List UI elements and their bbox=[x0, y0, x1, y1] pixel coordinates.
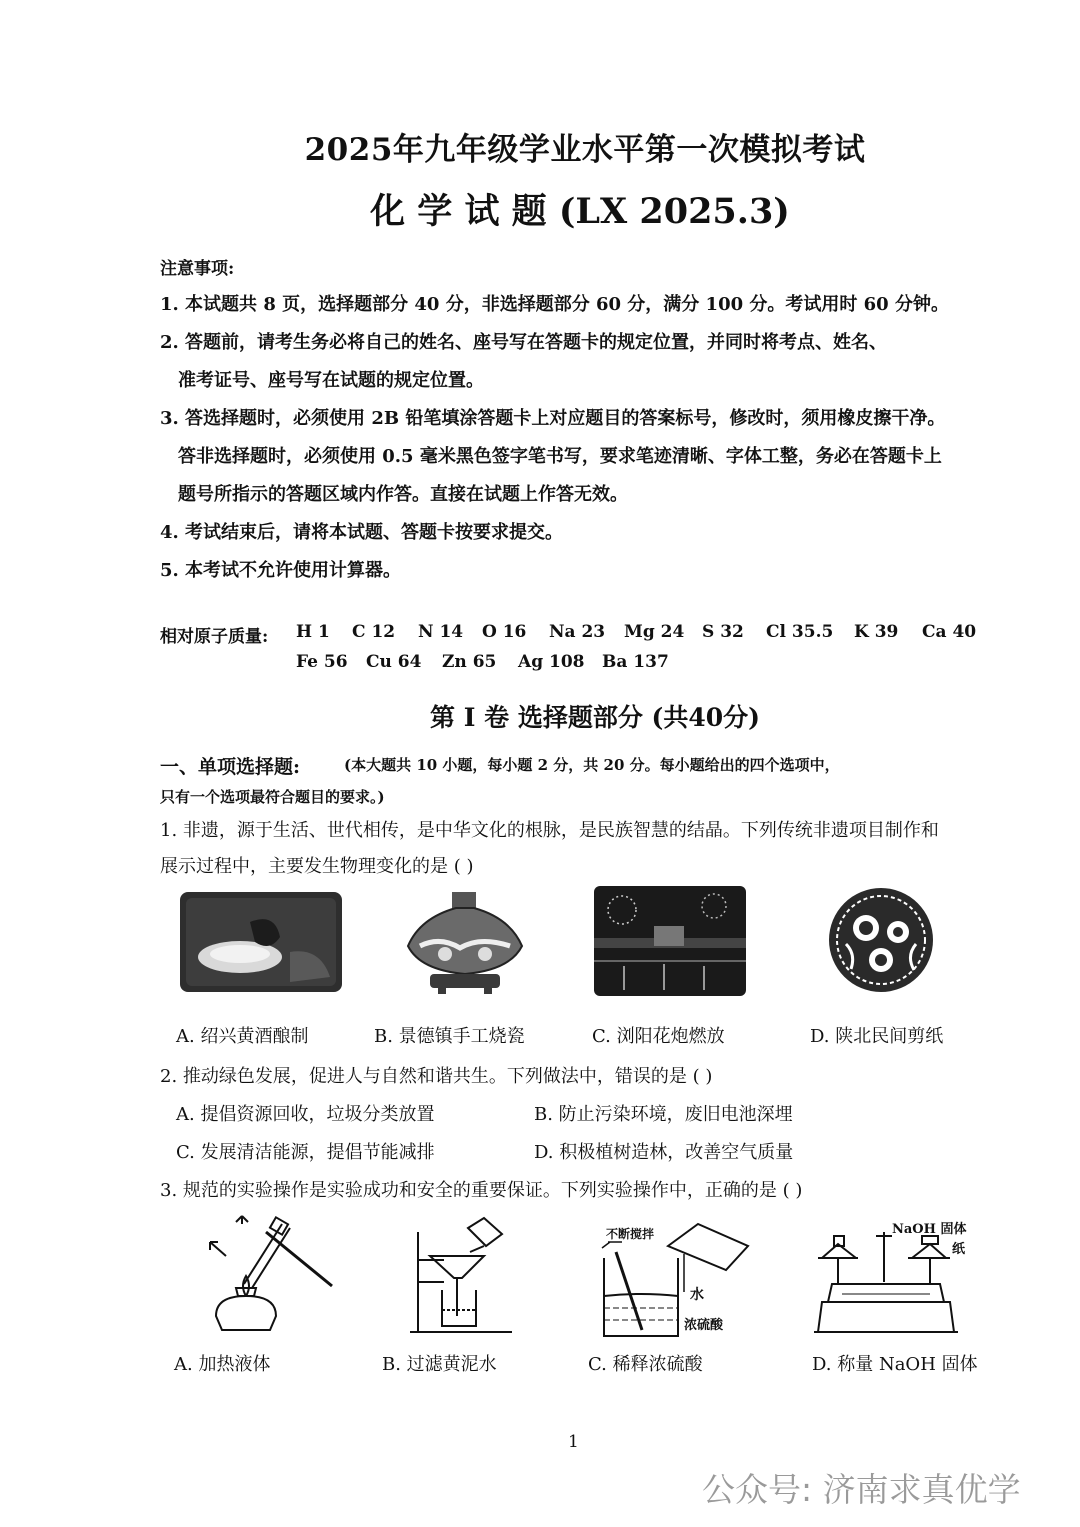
atomic-mass: C 12 bbox=[352, 622, 396, 642]
notice-item: 1. 本试题共 8 页，选择题部分 40 分，非选择题部分 60 分，满分 100 分。考试用时 60 分钟。 bbox=[160, 294, 949, 315]
exam-subtitle: 化 学 试 题 (LX 2025.3) bbox=[370, 191, 790, 232]
atomic-mass-label: 相对原子质量: bbox=[160, 627, 269, 647]
question-2-option-b[interactable]: B. 防止污染环境，废旧电池深埋 bbox=[534, 1104, 793, 1125]
atomic-mass: Cl 35.5 bbox=[766, 622, 834, 642]
notice-item: 5. 本考试不允许使用计算器。 bbox=[160, 560, 402, 581]
question-3-option-a[interactable]: A. 加热液体 bbox=[174, 1354, 271, 1375]
dilution-acid-label: 浓硫酸 bbox=[684, 1318, 724, 1333]
question-1-option-b[interactable]: B. 景德镇手工烧瓷 bbox=[374, 1026, 525, 1047]
question-1-option-c[interactable]: C. 浏阳花炮燃放 bbox=[592, 1026, 725, 1047]
question-1-stem: 1. 非遗，源于生活、世代相传，是中华文化的根脉，是民族智慧的结晶。下列传统非遗项目制作和 bbox=[160, 820, 939, 841]
balance-naoh-label: NaOH 固体 bbox=[892, 1222, 967, 1237]
atomic-mass: Na 23 bbox=[549, 622, 606, 642]
question-2-option-a[interactable]: A. 提倡资源回收，垃圾分类放置 bbox=[176, 1104, 435, 1125]
porcelain-vase-photo bbox=[400, 888, 530, 998]
dilution-stir-label: 不断搅拌 bbox=[606, 1227, 655, 1241]
notice-item: 答非选择题时，必须使用 0.5 毫米黑色签字笔书写，要求笔迹清晰、字体工整，务必在答题卡上 bbox=[178, 446, 942, 467]
atomic-mass: Ag 108 bbox=[518, 652, 585, 672]
notice-item: 题号所指示的答题区域内作答。直接在试题上作答无效。 bbox=[178, 484, 628, 505]
balance-paper-label: 纸 bbox=[952, 1242, 966, 1257]
question-2-option-d[interactable]: D. 积极植树造林，改善空气质量 bbox=[534, 1142, 794, 1163]
question-1-option-d[interactable]: D. 陕北民间剪纸 bbox=[810, 1026, 944, 1047]
exam-title: 2025年九年级学业水平第一次模拟考试 bbox=[304, 132, 866, 168]
notice-item: 3. 答选择题时，必须使用 2B 铅笔填涂答题卡上对应题目的答案标号，修改时，须用橡皮擦干净。 bbox=[160, 408, 946, 429]
question-2-stem: 2. 推动绿色发展，促进人与自然和谐共生。下列做法中，错误的是 ( ) bbox=[160, 1066, 713, 1087]
heating-liquid-diagram bbox=[196, 1212, 338, 1338]
question-3-stem: 3. 规范的实验操作是实验成功和安全的重要保证。下列实验操作中，正确的是 ( ) bbox=[160, 1180, 803, 1201]
watermark: 公众号: 济南求真优学 bbox=[702, 1470, 1021, 1509]
atomic-mass: Zn 65 bbox=[442, 652, 497, 672]
atomic-mass: Fe 56 bbox=[296, 652, 348, 672]
atomic-mass: Mg 24 bbox=[624, 622, 685, 642]
dilution-water-label: 水 bbox=[690, 1287, 704, 1303]
atomic-mass: N 14 bbox=[418, 622, 464, 642]
question-1-option-a[interactable]: A. 绍兴黄酒酿制 bbox=[176, 1026, 309, 1047]
atomic-mass: Cu 64 bbox=[366, 652, 422, 672]
question-3-option-d[interactable]: D. 称量 NaOH 固体 bbox=[812, 1354, 978, 1375]
rice-wine-brewing-photo bbox=[180, 892, 342, 992]
notice-item: 准考证号、座号写在试题的规定位置。 bbox=[178, 370, 484, 391]
question-2-option-c[interactable]: C. 发展清洁能源，提倡节能减排 bbox=[176, 1142, 435, 1163]
atomic-mass: H 1 bbox=[296, 622, 330, 642]
balance-diagram bbox=[812, 1222, 968, 1342]
paper-cutting-photo bbox=[826, 884, 936, 996]
part-note: 只有一个选项最符合题目的要求。) bbox=[160, 788, 385, 806]
atomic-mass: S 32 bbox=[702, 622, 744, 642]
question-3-option-c[interactable]: C. 稀释浓硫酸 bbox=[588, 1354, 703, 1375]
question-3-option-b[interactable]: B. 过滤黄泥水 bbox=[382, 1354, 497, 1375]
notice-item: 2. 答题前，请考生务必将自己的姓名、座号写在答题卡的规定位置，并同时将考点、姓名、 bbox=[160, 332, 888, 353]
page-number: 1 bbox=[568, 1432, 579, 1452]
section-heading: 第 I 卷 选择题部分 (共40分) bbox=[430, 703, 760, 732]
part-title: 一、单项选择题: bbox=[160, 756, 301, 778]
atomic-mass: K 39 bbox=[854, 622, 899, 642]
notice-item: 4. 考试结束后，请将本试题、答题卡按要求提交。 bbox=[160, 522, 564, 543]
question-1-stem: 展示过程中，主要发生物理变化的是 ( ) bbox=[160, 856, 474, 877]
filtration-diagram bbox=[404, 1212, 516, 1338]
atomic-mass: O 16 bbox=[482, 622, 527, 642]
notice-heading: 注意事项: bbox=[160, 259, 235, 279]
atomic-mass: Ba 137 bbox=[602, 652, 669, 672]
atomic-mass: Ca 40 bbox=[922, 622, 977, 642]
part-note: (本大题共 10 小题，每小题 2 分，共 20 分。每小题给出的四个选项中， bbox=[344, 756, 840, 774]
fireworks-photo bbox=[594, 886, 746, 996]
